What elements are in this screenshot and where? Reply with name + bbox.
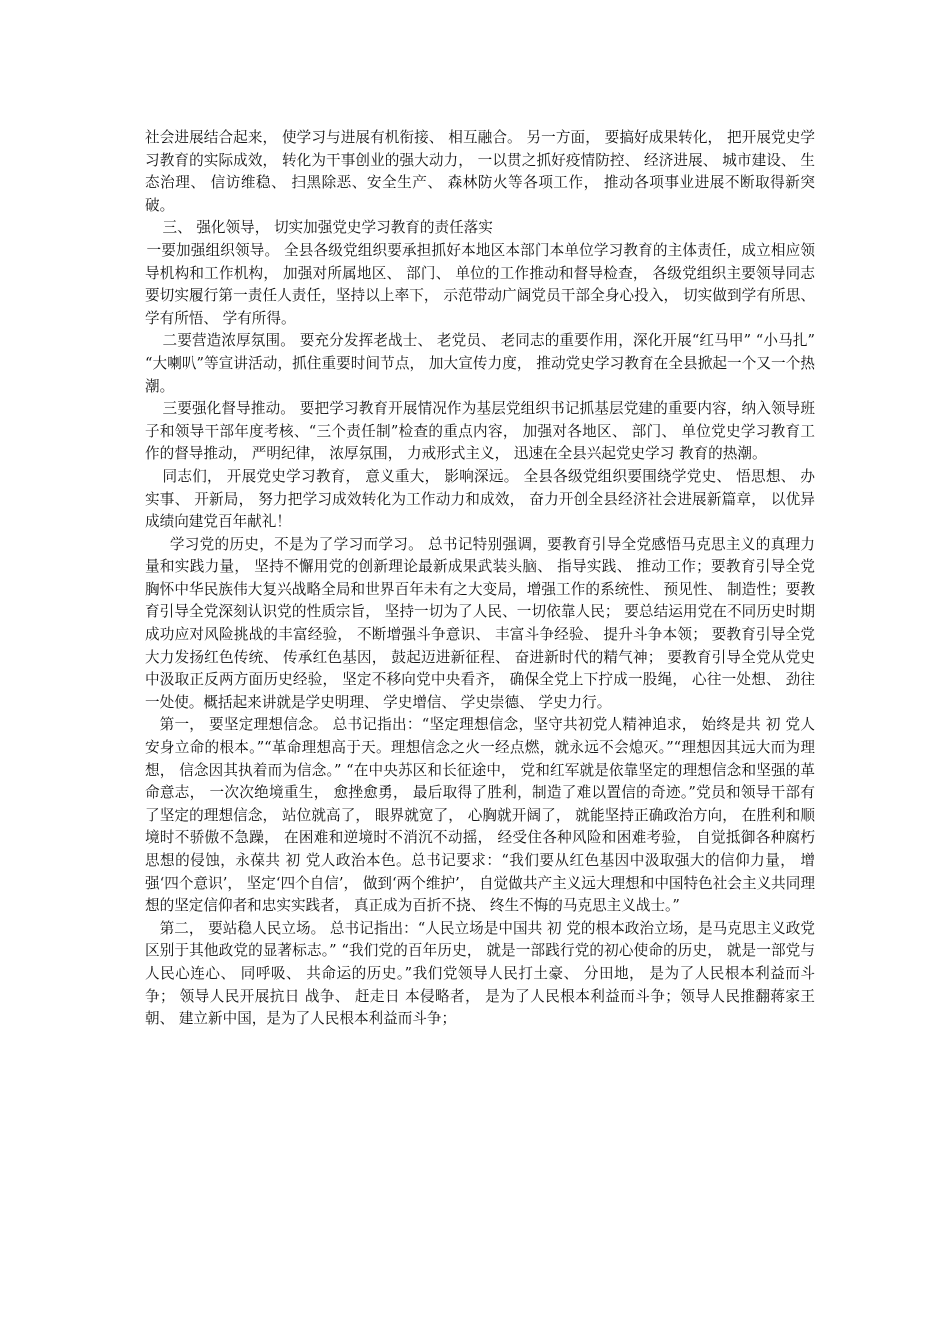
paragraph-learning-history: 学习党的历史，不是为了学习而学习。 总书记特别强调，要教育引导全党感悟马克思主义的真理力量和实践力量， 坚持不懈用党的创新理论最新成果武装头脑、 指导实践、 推动工作；要教育引导全党胸怀中华民族伟大复兴战略全局和世界百年未有之大变局，增强工作的系统性、 预见性、 制造性；要教育引导全党深刻认识党的性质宗旨， 坚持一切为了人民、一切依靠人民； 要总结运用党在不同历史时期成功应对风险挑战的丰富经验， 不断增强斗争意识、 丰富斗争经验、 提升斗争本领； 要教育引导全党大力发扬红色传统、 传承红色基因， 鼓起迈进新征程、 奋进新时代的精气神； 要教育引导全党从党史中汲取正反两方面历史经验， 坚定不移向党中央看齐， 确保全党上下拧成一股绳， 心往一处想、 劲往一处使。概括起来讲就是学史明理、 学史增信、 学史崇德、 学史力行。 [145, 535, 815, 711]
paragraph-first-ideals: 第一， 要坚定理想信念。 总书记指出：“坚定理想信念，坚守共初党人精神追求， 始终是共 初 党人安身立命的根本。”“革命理想高于天。理想信念之火一经点燃，就永远不会熄灭。”“理想因其远大而为理想， 信念因其执着而为信念。” “在中央苏区和长征途中， 党和红军就是依靠坚定的理想信念和坚强的革命意志， 一次次绝境重生， 愈挫愈勇， 最后取得了胜利，制造了难以置信的奇迹。”党员和领导干部有了坚定的理想信念， 站位就高了， 眼界就宽了， 心胸就开阔了， 就能坚持正确政治方向， 在胜利和顺境时不骄傲不急躁， 在困难和逆境时不消沉不动摇， 经受住各种风险和困难考验， 自觉抵御各种腐朽思想的侵蚀，永葆共 初 党人政治本色。总书记要求：“我们要从红色基因中汲取强大的信仰力量， 增强‘四个意识’， 坚定‘四个自信’， 做到‘两个维护’， 自觉做共产主义远大理想和中国特色社会主义共同理想的坚定信仰者和忠实实践者， 真正成为百折不挠、 终生不悔的马克思主义战士。” [145, 716, 815, 915]
paragraph-second-people: 第二， 要站稳人民立场。 总书记指出：“人民立场是中国共 初 党的根本政治立场，是马克思主义政党区别于其他政党的显著标志。” “我们党的百年历史， 就是一部践行党的初心使命的历史， 就是一部党与人民心连心、 同呼吸、 共命运的历史。”我们党领导人民打土豪、 分田地， 是为了人民根本利益而斗争； 领导人民开展抗日 战争、 赶走日 本侵略者， 是为了人民根本利益而斗争；领导人民推翻蒋家王朝、 建立新中国，是为了人民根本利益而斗争； [145, 919, 815, 1028]
section-heading-three: 三、 强化领导， 切实加强党史学习教育的责任落实 [162, 219, 493, 237]
paragraph-atmosphere: 二要营造浓厚氛围。 要充分发挥老战士、 老党员、 老同志的重要作用，深化开展“红马甲” “小马扎” “大喇叭”等宣讲活动，抓住重要时间节点， 加大宣传力度， 推动党史学习教育在全县掀起一个又一个热潮。 [145, 332, 815, 395]
paragraph-supervision: 三要强化督导推动。 要把学习教育开展情况作为基层党组织书记抓基层党建的重要内容，纳入领导班子和领导干部年度考核、“三个责任制”检查的重点内容， 加强对各地区、 部门、 单位党史学习教育工作的督导推动， 严明纪律， 浓厚氛围， 力戒形式主义， 迅速在全县兴起党史学习 教育的热潮。 [145, 400, 815, 463]
paragraph-development-integration: 社会进展结合起来， 使学习与进展有机衔接、 相互融合。 另一方面， 要搞好成果转化， 把开展党史学习教育的实际成效， 转化为干事创业的强大动力， 一以贯之抓好疫情防控、 经济进展、 城市建设、 生态治理、 信访维稳、 扫黑除恶、安全生产、 森林防火等各项工作， 推动各项事业进展不断取得新突破。 [145, 129, 815, 214]
paragraph-closing-remarks: 同志们， 开展党史学习教育， 意义重大， 影响深远。 全县各级党组织要围绕学党史、 悟思想、 办实事、 开新局， 努力把学习成效转化为工作动力和成效， 奋力开创全县经济社会进展新篇章， 以优异成绩向建党百年献礼！ [145, 467, 815, 531]
paragraph-organization-leadership: 一要加强组织领导。 全县各级党组织要承担抓好本地区本部门本单位学习教育的主体责任，成立相应领导机构和工作机构， 加强对所属地区、 部门、 单位的工作推动和督导检查， 各级党组织主要领导同志要切实履行第一责任人责任，坚持以上率下， 示范带动广阔党员干部全身心投入， 切实做到学有所思、 学有所悟、 学有所得。 [145, 241, 815, 327]
